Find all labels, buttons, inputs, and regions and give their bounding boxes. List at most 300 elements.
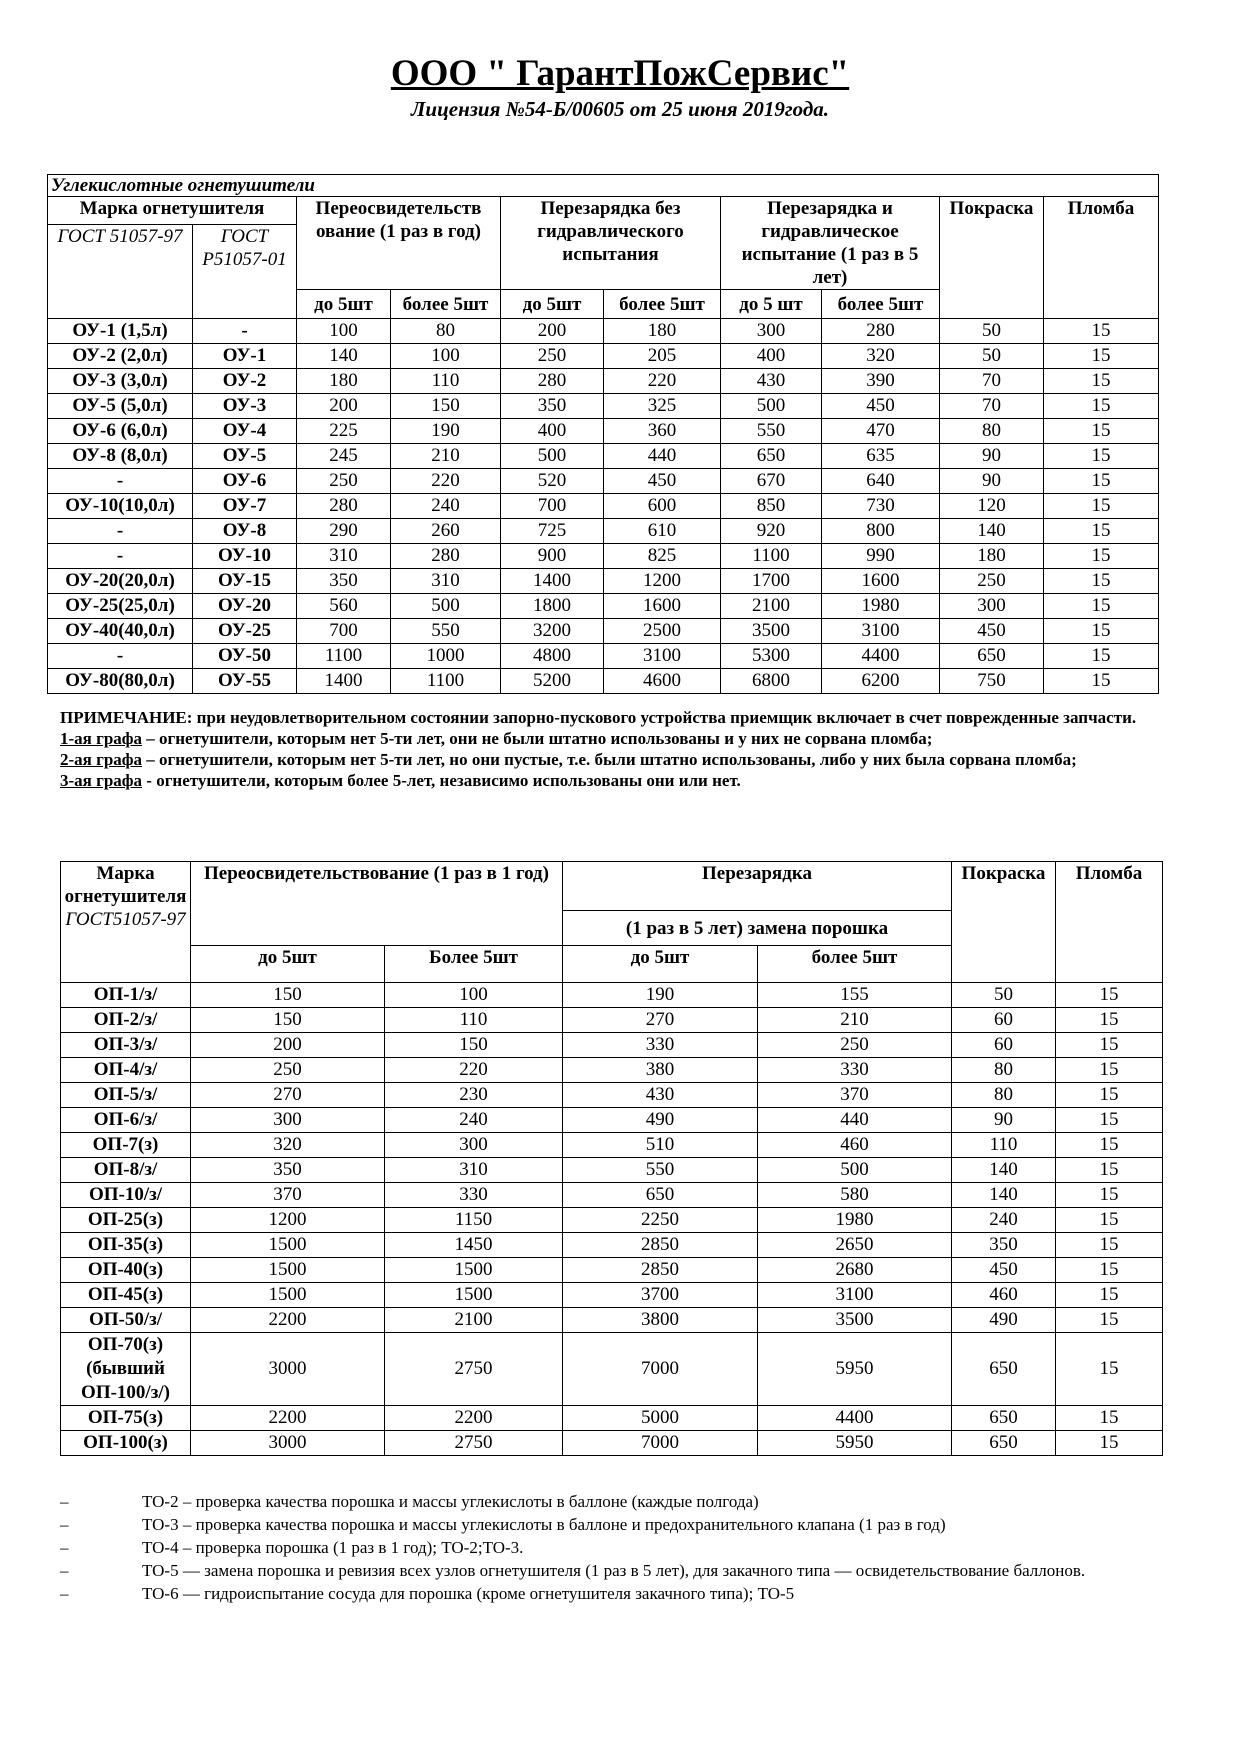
sub-header-upto5: до 5шт [191, 946, 385, 983]
table-cell: 510 [563, 1133, 758, 1158]
table-cell: 1100 [297, 644, 391, 669]
table-cell: ОП-7(з) [61, 1133, 191, 1158]
list-item-text: ТО-6 — гидроиспытание сосуда для порошка (кроме огнетушителя закачного типа); ТО-5 [142, 1584, 795, 1603]
table-cell: 7000 [563, 1333, 758, 1406]
table-cell: 3800 [563, 1308, 758, 1333]
table-cell: ОУ-2 [193, 369, 297, 394]
table-cell: 15 [1056, 1133, 1163, 1158]
table-cell: ОУ-25 [193, 619, 297, 644]
col-header-seal: Пломба [1044, 197, 1159, 319]
table-cell: 190 [391, 419, 501, 444]
table-cell: 100 [297, 319, 391, 344]
table-cell: 1500 [191, 1258, 385, 1283]
note-column-2 [60, 749, 1160, 770]
table-cell: 750 [940, 669, 1044, 694]
table-cell: 490 [952, 1308, 1056, 1333]
table-cell: 350 [297, 569, 391, 594]
table-cell: ОУ-5 (5,0л) [48, 394, 193, 419]
list-bullet: – [60, 1584, 69, 1603]
table-cell: 15 [1056, 1283, 1163, 1308]
table-cell: - [48, 544, 193, 569]
table-cell: 15 [1044, 669, 1159, 694]
table-row [61, 1283, 1163, 1308]
table-cell: 725 [501, 519, 604, 544]
table-row [61, 1333, 1163, 1406]
sub-header-upto5: до 5 шт [721, 290, 822, 319]
table-cell: 280 [822, 319, 940, 344]
table-cell: 140 [297, 344, 391, 369]
table-cell: 220 [391, 469, 501, 494]
table-cell: 15 [1044, 469, 1159, 494]
table-cell: 650 [952, 1333, 1056, 1406]
table-cell: 1500 [385, 1258, 563, 1283]
table-row [61, 1008, 1163, 1033]
list-item [60, 1536, 1180, 1559]
table-cell: 80 [952, 1058, 1056, 1083]
table-cell: 6200 [822, 669, 940, 694]
table-cell: 140 [940, 519, 1044, 544]
table-cell: 1200 [191, 1208, 385, 1233]
sub-header-upto5: до 5шт [501, 290, 604, 319]
col-header-recert: Переосвидетельствование (1 раз в 1 год) [191, 862, 563, 946]
table-cell: 1500 [191, 1233, 385, 1258]
table-cell: ОП-3/з/ [61, 1033, 191, 1058]
list-item-text: ТО-4 – проверка порошка (1 раз в 1 год); ТО-2;ТО-3. [142, 1538, 524, 1557]
table-cell: 1600 [822, 569, 940, 594]
table-cell: 70 [940, 394, 1044, 419]
table-cell: 240 [391, 494, 501, 519]
table-cell: 150 [191, 1008, 385, 1033]
table-cell: ОП-4/з/ [61, 1058, 191, 1083]
table-cell: 2200 [385, 1406, 563, 1431]
table-cell: 15 [1044, 319, 1159, 344]
table-cell: 490 [563, 1108, 758, 1133]
table-cell: 500 [721, 394, 822, 419]
table-cell: 15 [1056, 1406, 1163, 1431]
license-line: Лицензия №54-Б/00605 от 25 июня 2019года. [410, 97, 830, 121]
table-cell: 3100 [758, 1283, 952, 1308]
table-cell: 90 [952, 1108, 1056, 1133]
table-cell: 450 [822, 394, 940, 419]
table-cell: 5300 [721, 644, 822, 669]
table-cell: 330 [563, 1033, 758, 1058]
table-cell: 15 [1056, 1033, 1163, 1058]
table-row [48, 444, 1159, 469]
table-row [48, 644, 1159, 669]
table-cell: 15 [1044, 419, 1159, 444]
table-cell: ОУ-7 [193, 494, 297, 519]
table-cell: 300 [940, 594, 1044, 619]
sub-header-more5: Более 5шт [385, 946, 563, 983]
table-row [48, 369, 1159, 394]
table-cell: 1150 [385, 1208, 563, 1233]
company-title: ООО " ГарантПожСервис" [390, 53, 850, 94]
table-cell: 90 [940, 444, 1044, 469]
table-row [48, 519, 1159, 544]
table-cell: 360 [604, 419, 721, 444]
list-item [60, 1582, 1180, 1605]
table-cell: 50 [952, 983, 1056, 1008]
col-header-brand-label: Марка огнетушителя [64, 863, 187, 907]
note-column-3-label: 3-ая графа [60, 771, 143, 790]
table-cell: - [48, 519, 193, 544]
table-cell: 15 [1044, 594, 1159, 619]
note-column-3 [60, 770, 1160, 791]
table-cell: 15 [1056, 1008, 1163, 1033]
table-row [48, 619, 1159, 644]
table-cell: 220 [385, 1058, 563, 1083]
table-cell: 700 [297, 619, 391, 644]
table-cell: 50 [940, 319, 1044, 344]
table-row [61, 1431, 1163, 1456]
note-column-1-text: – огнетушители, которым нет 5-ти лет, они не были штатно использованы и у них не сорвана пломба; [142, 729, 933, 748]
sub-header-more5: более 5шт [391, 290, 501, 319]
table-cell: 650 [940, 644, 1044, 669]
col-header-paint: Покраска [940, 197, 1044, 319]
table-cell: 110 [385, 1008, 563, 1033]
table-cell: 150 [385, 1033, 563, 1058]
table-cell: 2100 [385, 1308, 563, 1333]
table-cell: 560 [297, 594, 391, 619]
table-row [48, 344, 1159, 369]
table-row [61, 1183, 1163, 1208]
table-cell: ОП-25(з) [61, 1208, 191, 1233]
table-cell: 580 [758, 1183, 952, 1208]
table-cell: 2750 [385, 1431, 563, 1456]
table-cell: 2200 [191, 1308, 385, 1333]
table-cell: 1200 [604, 569, 721, 594]
table-row [48, 544, 1159, 569]
table-cell: 225 [297, 419, 391, 444]
list-item [60, 1559, 1180, 1582]
table-cell: ОУ-40(40,0л) [48, 619, 193, 644]
table-row [61, 1083, 1163, 1108]
table-cell: 250 [758, 1033, 952, 1058]
table-cell: 1700 [721, 569, 822, 594]
table-cell: 330 [385, 1183, 563, 1208]
table-cell: 240 [385, 1108, 563, 1133]
table-cell: ОУ-1 (1,5л) [48, 319, 193, 344]
table-cell: 440 [604, 444, 721, 469]
table-cell: 850 [721, 494, 822, 519]
table-cell: 1980 [758, 1208, 952, 1233]
table-cell: ОУ-20 [193, 594, 297, 619]
table-cell: 5950 [758, 1431, 952, 1456]
note-column-3-text: - огнетушители, которым более 5-лет, независимо использованы они или нет. [142, 771, 741, 790]
table-row [61, 1233, 1163, 1258]
col-header-recharge-no-hydro: Перезарядка без гидравлического испытания [501, 197, 721, 290]
table-row [48, 569, 1159, 594]
table-cell: 310 [297, 544, 391, 569]
table-cell: 1450 [385, 1233, 563, 1258]
table-cell: 200 [501, 319, 604, 344]
table-cell: 2200 [191, 1406, 385, 1431]
table-cell: 550 [721, 419, 822, 444]
table-cell: 120 [940, 494, 1044, 519]
table-cell: ОП-1/з/ [61, 983, 191, 1008]
table-cell: 2500 [604, 619, 721, 644]
table-cell: 1980 [822, 594, 940, 619]
table-cell: ОУ-15 [193, 569, 297, 594]
table-cell: 260 [391, 519, 501, 544]
table-cell: 4800 [501, 644, 604, 669]
table-cell: 200 [191, 1033, 385, 1058]
table-cell: 15 [1056, 1431, 1163, 1456]
table-cell: 15 [1044, 544, 1159, 569]
note-column-1-label: 1-ая графа [60, 729, 143, 748]
table-cell: 90 [940, 469, 1044, 494]
table-cell: 650 [721, 444, 822, 469]
table-cell: ОП-35(з) [61, 1233, 191, 1258]
table-row [61, 1406, 1163, 1431]
table-cell: 550 [563, 1158, 758, 1183]
table-cell: 650 [952, 1431, 1056, 1456]
table-cell: 670 [721, 469, 822, 494]
table-cell: 370 [758, 1083, 952, 1108]
table-cell: 250 [501, 344, 604, 369]
table-cell: 2100 [721, 594, 822, 619]
table-cell: 210 [758, 1008, 952, 1033]
note-text: ПРИМЕЧАНИЕ: при неудовлетворительном состоянии запорно-пускового устройства приемщик включает в счет поврежденные запчасти. [60, 708, 1137, 727]
table-cell: 5950 [758, 1333, 952, 1406]
table-cell: 350 [952, 1233, 1056, 1258]
table-cell: 15 [1044, 494, 1159, 519]
table-cell: 430 [721, 369, 822, 394]
table-cell: ОУ-5 [193, 444, 297, 469]
table-row [48, 669, 1159, 694]
table-cell: 300 [385, 1133, 563, 1158]
list-item [60, 1490, 1180, 1513]
list-item-text: ТО-2 – проверка качества порошка и массы углекислоты в баллоне (каждые полгода) [142, 1492, 759, 1511]
table-cell: 1500 [385, 1283, 563, 1308]
table-cell: ОУ-4 [193, 419, 297, 444]
table-cell: 6800 [721, 669, 822, 694]
table-cell: 15 [1056, 1308, 1163, 1333]
table-cell: 3500 [721, 619, 822, 644]
table-cell: ОП-40(з) [61, 1258, 191, 1283]
list-item [60, 1513, 1180, 1536]
table-cell: 7000 [563, 1431, 758, 1456]
table-cell: 1400 [297, 669, 391, 694]
table-cell: - [48, 644, 193, 669]
table-row [61, 1158, 1163, 1183]
table-cell: 270 [563, 1008, 758, 1033]
table-cell: 5000 [563, 1406, 758, 1431]
table-cell: 400 [501, 419, 604, 444]
table-cell: 60 [952, 1008, 1056, 1033]
table-cell: 350 [191, 1158, 385, 1183]
table-cell: 2850 [563, 1233, 758, 1258]
table-cell: 270 [191, 1083, 385, 1108]
table-row [61, 1208, 1163, 1233]
table-cell: 450 [952, 1258, 1056, 1283]
table-cell: 3100 [822, 619, 940, 644]
table-cell: ОУ-8 (8,0л) [48, 444, 193, 469]
col-header-recharge-hydro: Перезарядка и гидравлическое испытание (1 раз в 5 лет) [721, 197, 940, 290]
table-cell: 155 [758, 983, 952, 1008]
table-cell: ОП-70(з) (бывший ОП-100/з/) [61, 1333, 191, 1406]
table-cell: 800 [822, 519, 940, 544]
list-item-text: ТО-5 — замена порошка и ревизия всех узлов огнетушителя (1 раз в 5 лет), для закачного типа — освидетельствование баллонов. [142, 1561, 1086, 1580]
table-cell: 440 [758, 1108, 952, 1133]
table-cell: 3700 [563, 1283, 758, 1308]
table-cell: ОП-10/з/ [61, 1183, 191, 1208]
list-item-text: ТО-3 – проверка качества порошка и массы углекислоты в баллоне и предохранительного клапана (1 раз в год) [142, 1515, 946, 1534]
powder-extinguisher-table [60, 861, 1163, 1456]
table-cell: ОУ-6 [193, 469, 297, 494]
table-cell: ОП-2/з/ [61, 1008, 191, 1033]
table-cell: 825 [604, 544, 721, 569]
table-cell: 320 [191, 1133, 385, 1158]
table-cell: ОП-100(з) [61, 1431, 191, 1456]
table-cell: 190 [563, 983, 758, 1008]
table-cell: 650 [563, 1183, 758, 1208]
col-header-recert: Переосвидетельств ование (1 раз в год) [297, 197, 501, 290]
table-row [48, 394, 1159, 419]
table-cell: 110 [391, 369, 501, 394]
table-cell: 460 [952, 1283, 1056, 1308]
table-cell: 250 [297, 469, 391, 494]
table-cell: 700 [501, 494, 604, 519]
col-header-recharge-sub: (1 раз в 5 лет) замена порошка [563, 911, 952, 946]
col-header-paint: Покраска [952, 862, 1056, 983]
table-cell: ОУ-25(25,0л) [48, 594, 193, 619]
table-cell: ОУ-20(20,0л) [48, 569, 193, 594]
table-cell: 290 [297, 519, 391, 544]
table-cell: 650 [952, 1406, 1056, 1431]
table-cell: 150 [391, 394, 501, 419]
table-cell: 140 [952, 1183, 1056, 1208]
table-cell: 280 [501, 369, 604, 394]
table-cell: ОП-75(з) [61, 1406, 191, 1431]
sub-header-upto5: до 5шт [563, 946, 758, 983]
table-cell: 60 [952, 1033, 1056, 1058]
table-cell: 15 [1044, 369, 1159, 394]
table-cell: 1000 [391, 644, 501, 669]
col-header-brand [61, 862, 191, 983]
table-cell: 70 [940, 369, 1044, 394]
table-cell: 1500 [191, 1283, 385, 1308]
table-cell: 2650 [758, 1233, 952, 1258]
table-cell: 500 [758, 1158, 952, 1183]
table-cell: 330 [758, 1058, 952, 1083]
table-cell: 300 [191, 1108, 385, 1133]
table-cell: 15 [1056, 1208, 1163, 1233]
table-cell: 4600 [604, 669, 721, 694]
table-cell: 1100 [721, 544, 822, 569]
col-header-recharge: Перезарядка [563, 862, 952, 911]
table-cell: 110 [952, 1133, 1056, 1158]
table-cell: 80 [391, 319, 501, 344]
table-cell: 240 [952, 1208, 1056, 1233]
table-row [61, 1258, 1163, 1283]
table-cell: 280 [297, 494, 391, 519]
sub-header-more5: более 5шт [822, 290, 940, 319]
note-column-2-label: 2-ая графа [60, 750, 143, 769]
notes-block [60, 707, 1160, 791]
table-cell: ОУ-3 (3,0л) [48, 369, 193, 394]
table-cell: 15 [1044, 569, 1159, 594]
table-cell: 550 [391, 619, 501, 644]
table-cell: 430 [563, 1083, 758, 1108]
table-cell: 520 [501, 469, 604, 494]
table-cell: ОУ-8 [193, 519, 297, 544]
table-cell: 15 [1056, 1258, 1163, 1283]
table-cell: 15 [1056, 1158, 1163, 1183]
table-row [48, 319, 1159, 344]
table-cell: 100 [385, 983, 563, 1008]
sub-header-more5: более 5шт [758, 946, 952, 983]
table-cell: 730 [822, 494, 940, 519]
table-row [48, 494, 1159, 519]
sub-header-more5: более 5шт [604, 290, 721, 319]
table-cell: 320 [822, 344, 940, 369]
col-header-brand: Марка огнетушителя [48, 197, 297, 225]
note-column-1 [60, 728, 1160, 749]
table-cell: 205 [604, 344, 721, 369]
table-cell: ОУ-3 [193, 394, 297, 419]
table-cell: 15 [1056, 1108, 1163, 1133]
table-cell: 250 [191, 1058, 385, 1083]
table-cell: 1400 [501, 569, 604, 594]
table-row [48, 594, 1159, 619]
table-cell: ОП-5/з/ [61, 1083, 191, 1108]
table-cell: 1100 [391, 669, 501, 694]
table-cell: ОУ-10 [193, 544, 297, 569]
table-cell: 470 [822, 419, 940, 444]
table-cell: 310 [391, 569, 501, 594]
table-cell: 15 [1056, 1233, 1163, 1258]
table-cell: 920 [721, 519, 822, 544]
table-cell: 15 [1044, 519, 1159, 544]
table-cell: ОУ-55 [193, 669, 297, 694]
table-cell: 15 [1056, 1333, 1163, 1406]
list-bullet: – [60, 1538, 69, 1557]
table-cell: 280 [391, 544, 501, 569]
table-cell: 325 [604, 394, 721, 419]
table-cell: 3100 [604, 644, 721, 669]
table-cell: 500 [391, 594, 501, 619]
table-cell: 3000 [191, 1333, 385, 1406]
table-cell: 50 [940, 344, 1044, 369]
table-cell: 990 [822, 544, 940, 569]
table-cell: 4400 [758, 1406, 952, 1431]
table-cell: 200 [297, 394, 391, 419]
list-bullet: – [60, 1492, 69, 1511]
col-header-gost-1: ГОСТ 51057-97 [48, 225, 193, 319]
table-cell: 150 [191, 983, 385, 1008]
table-cell: 15 [1056, 1083, 1163, 1108]
table-cell: 5200 [501, 669, 604, 694]
table-cell: - [48, 469, 193, 494]
table-row [61, 1108, 1163, 1133]
table-cell: 100 [391, 344, 501, 369]
table-cell: 15 [1044, 344, 1159, 369]
table-cell: 450 [940, 619, 1044, 644]
table-cell: ОП-8/з/ [61, 1158, 191, 1183]
table-cell: 610 [604, 519, 721, 544]
table-row [61, 1308, 1163, 1333]
table-cell: 3000 [191, 1431, 385, 1456]
col-header-gost: ГОСТ51057-97 [65, 909, 186, 930]
table-cell: ОУ-1 [193, 344, 297, 369]
table-cell: 15 [1056, 1058, 1163, 1083]
table-cell: 4400 [822, 644, 940, 669]
table-cell: 2750 [385, 1333, 563, 1406]
table-cell: 310 [385, 1158, 563, 1183]
table-row [61, 1133, 1163, 1158]
table-cell: 180 [940, 544, 1044, 569]
